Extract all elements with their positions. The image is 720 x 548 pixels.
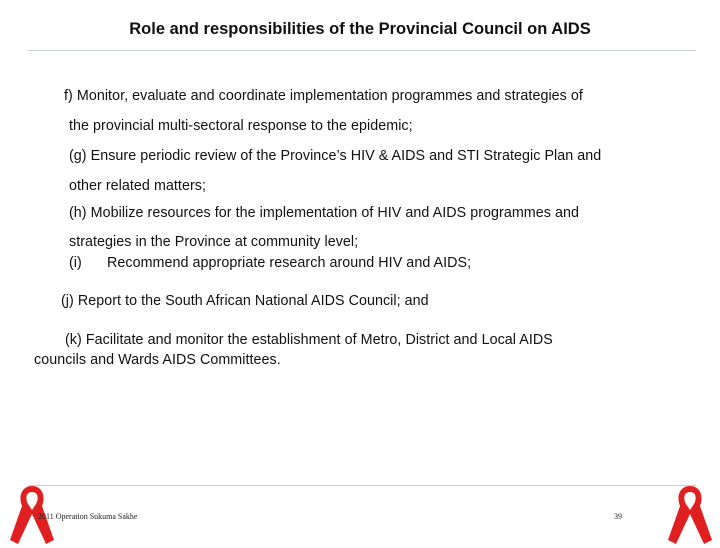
footer-divider: [28, 485, 696, 486]
footer-copyright: 2011 Operation Sukuma Sakhe: [38, 512, 138, 521]
red-ribbon-icon: [660, 478, 720, 548]
item-i-text: Recommend appropriate research around HIV and AIDS;: [107, 255, 472, 271]
line-k-2: councils and Wards AIDS Committees.: [34, 352, 281, 368]
line-g-2: other related matters;: [69, 178, 206, 194]
slide-title: Role and responsibilities of the Provincial Council on AIDS: [129, 20, 591, 38]
page-number: 39: [614, 512, 622, 521]
line-h-1: (h) Mobilize resources for the implementation of HIV and AIDS programmes and: [69, 205, 579, 221]
title-divider: [28, 50, 696, 51]
line-j: (j) Report to the South African National AIDS Council; and: [61, 293, 429, 309]
item-i-marker: (i): [69, 255, 82, 271]
line-g-1: (g) Ensure periodic review of the Province’s HIV & AIDS and STI Strategic Plan and: [69, 148, 602, 164]
line-k-1: (k) Facilitate and monitor the establishment of Metro, District and Local AIDS: [65, 332, 553, 348]
line-f-2: the provincial multi-sectoral response to the epidemic;: [69, 118, 413, 134]
line-h-2: strategies in the Province at community level;: [69, 234, 359, 250]
line-i: [69, 255, 471, 271]
line-f-1: f) Monitor, evaluate and coordinate implementation programmes and strategies of: [64, 88, 583, 104]
